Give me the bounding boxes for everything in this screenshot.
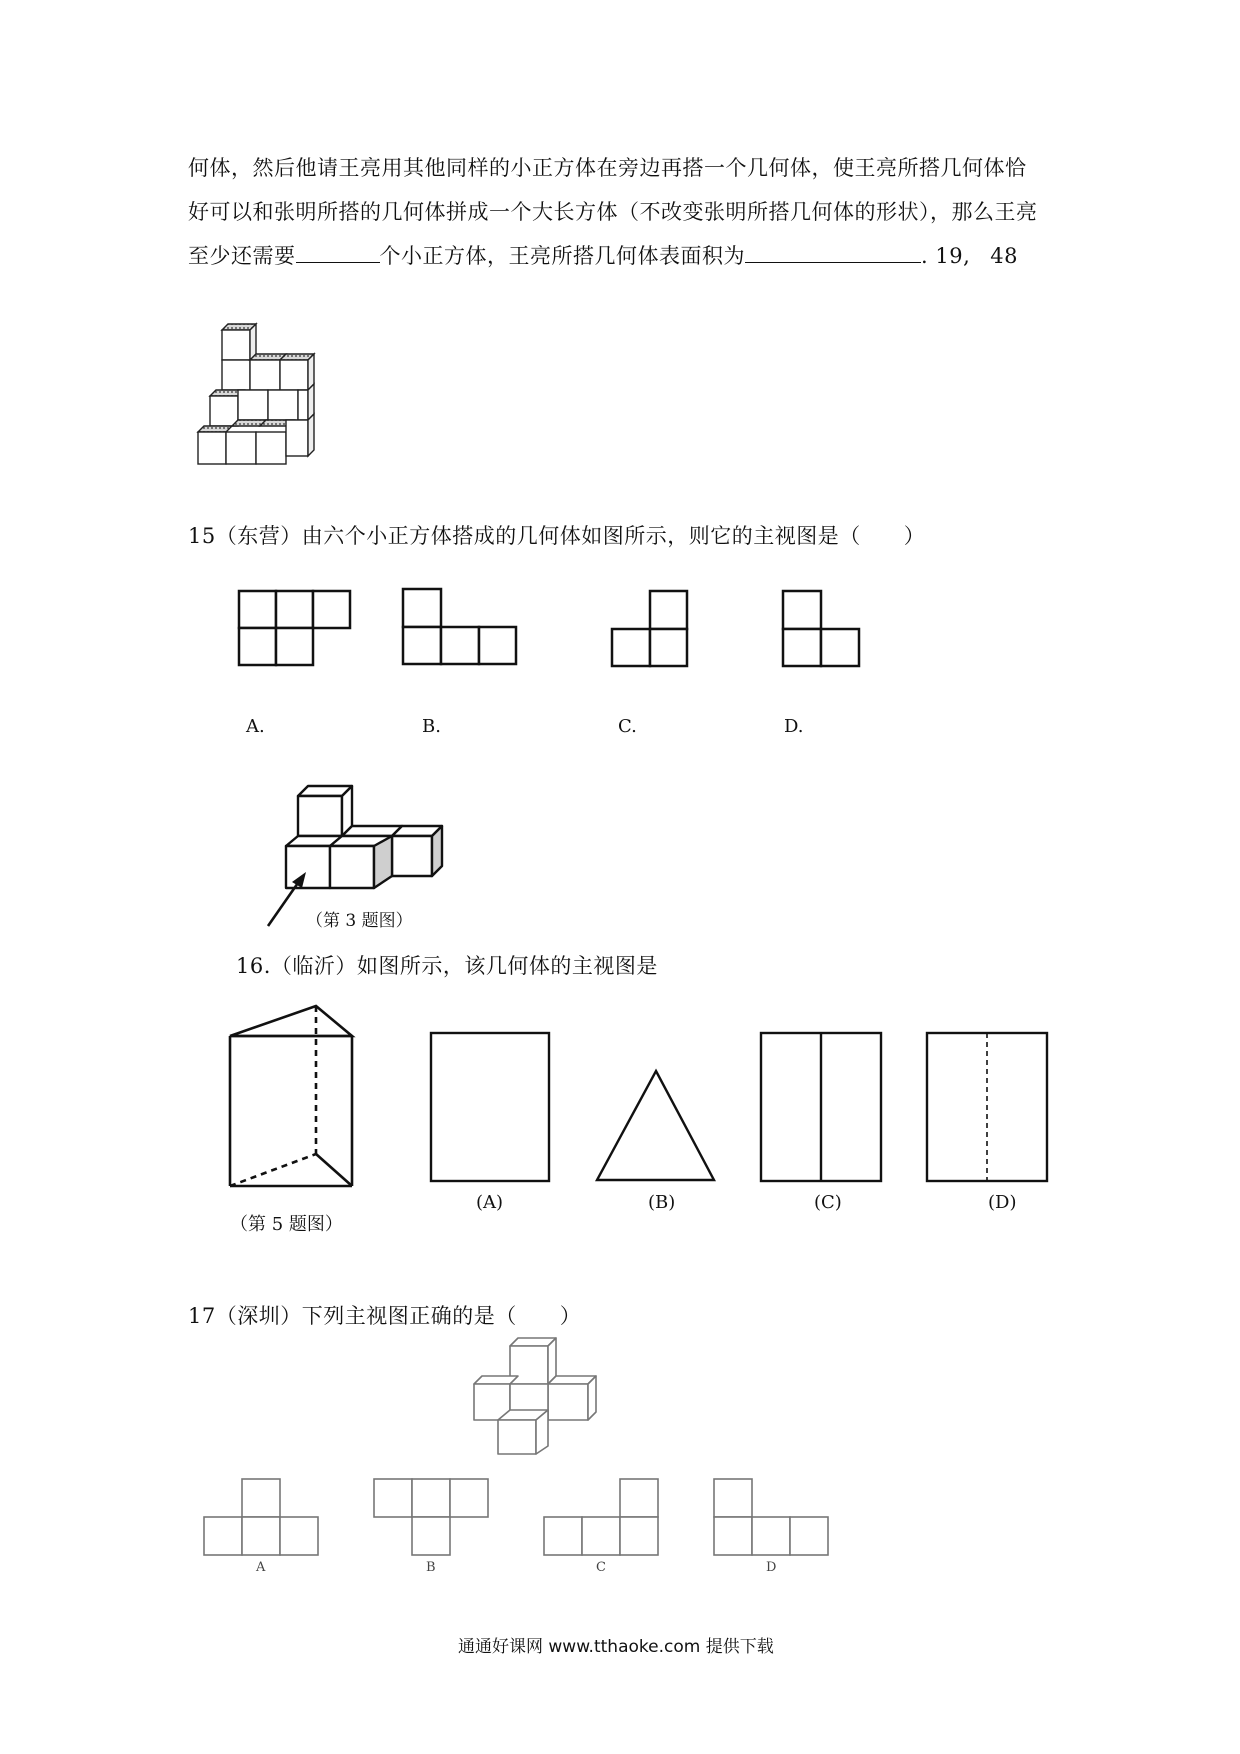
q16-option-d-label[interactable]: (D) [988, 1192, 1017, 1213]
q15-option-c-label[interactable]: C. [618, 716, 637, 737]
q14-line-3 [188, 240, 1018, 270]
q17-option-b-figure [372, 1478, 492, 1558]
q15-option-a-figure [238, 590, 354, 666]
q15-option-a-label[interactable]: A. [246, 716, 265, 737]
q15-option-b-figure [402, 588, 518, 666]
q16-triangular-prism-figure [228, 1002, 358, 1192]
answer-blank-2[interactable] [745, 261, 921, 263]
q17-option-b-label[interactable]: B [426, 1560, 436, 1575]
q17-option-c-figure [542, 1478, 662, 1558]
q16-option-c-label[interactable]: (C) [814, 1192, 842, 1213]
q15-figure-caption: （第 3 题图） [306, 911, 413, 931]
q14-line-3-part-b: 个小正方体，王亮所搭几何体表面积为 [379, 244, 745, 268]
q15-stem: 15（东营）由六个小正方体搭成的几何体如图所示，则它的主视图是（ ） [188, 524, 926, 548]
q17-option-d-label[interactable]: D [766, 1560, 777, 1575]
q16-stem: 16.（临沂）如图所示，该几何体的主视图是 [236, 954, 658, 978]
q17-option-a-figure [202, 1478, 322, 1558]
q17-option-c-label[interactable]: C [596, 1560, 606, 1575]
q15-option-d-figure [782, 590, 862, 668]
q14-answer-48: 48 [990, 244, 1018, 268]
q16-option-b-figure [594, 1068, 718, 1184]
q16-option-a-label[interactable]: (A) [476, 1192, 504, 1213]
q15-option-d-label[interactable]: D. [784, 716, 804, 737]
page-footer: 通通好课网 www.tthaoke.com 提供下载 [458, 1637, 774, 1657]
q14-cube-stack-figure [190, 318, 340, 498]
q17-cube-figure [466, 1336, 606, 1456]
q16-option-b-label[interactable]: (B) [648, 1192, 676, 1213]
q14-line-3-part-a: 至少还需要 [188, 244, 296, 268]
q17-option-d-figure [712, 1478, 832, 1558]
q16-option-a-figure [430, 1032, 552, 1184]
q14-line-1: 何体，然后他请王亮用其他同样的小正方体在旁边再搭一个几何体，使王亮所搭几何体恰 [188, 156, 1027, 180]
q14-line-3-part-c: . 19, [921, 244, 971, 268]
q15-option-b-label[interactable]: B. [422, 716, 441, 737]
answer-blank-1[interactable] [296, 261, 380, 263]
q16-option-d-figure [926, 1032, 1050, 1184]
q16-figure-caption: （第 5 题图） [230, 1214, 343, 1235]
q17-option-a-label[interactable]: A [256, 1560, 266, 1575]
q17-stem: 17（深圳）下列主视图正确的是（ ） [188, 1304, 582, 1328]
q16-option-c-figure [760, 1032, 884, 1184]
q14-line-2: 好可以和张明所搭的几何体拼成一个大长方体（不改变张明所搭几何体的形状），那么王亮 [188, 200, 1038, 224]
q15-option-c-figure [610, 590, 690, 668]
